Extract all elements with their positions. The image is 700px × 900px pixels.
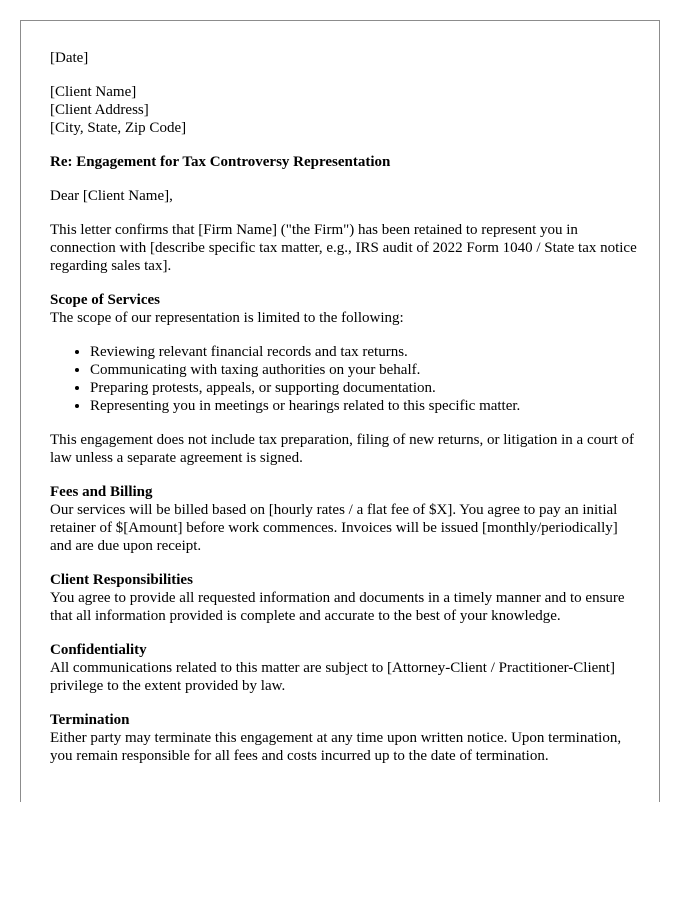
recipient-name: [Client Name] [50,84,137,100]
fees-body: Our services will be billed based on [hourly rates / a flat fee of $X]. You agree to pay an initial retainer of $[Amount] before work commences. Invoices will be issued [monthly/periodically] and are due upon receipt. [50,502,618,554]
list-item: • Preparing protests, appeals, or supporting documentation. [90,379,640,397]
scope-section [50,291,640,467]
services-list [50,343,640,415]
list-item: • Reviewing relevant financial records and tax returns. [90,343,640,361]
confidentiality-heading: Confidentiality [50,642,147,658]
termination-body: Either party may terminate this engagement at any time upon written notice. Upon termination, you remain responsible for all fees and costs incurred up to the date of termination. [50,730,622,764]
termination-section [50,711,640,765]
intro-paragraph: This letter confirms that [Firm Name] ("the Firm") has been retained to represent you in connection with [describe specific tax matter, e.g., IRS audit of 2022 Form 1040 / State tax notice regarding sales tax]. [50,222,637,274]
recipient-city-state-zip: [City, State, Zip Code] [50,120,187,136]
letter-content [50,49,640,781]
scope-lead: The scope of our representation is limited to the following: [50,310,404,326]
letter-page [20,20,660,802]
letter-date [50,49,640,67]
fees-section [50,483,640,555]
scope-heading: Scope of Services [50,292,160,308]
date-text: [Date] [50,50,89,66]
termination-heading: Termination [50,712,130,728]
confidentiality-body: All communications related to this matter are subject to [Attorney-Client / Practitioner-Client] privilege to the extent provided by law. [50,660,615,694]
salutation: Dear [Client Name], [50,188,173,204]
list-item: • Communicating with taxing authorities on your behalf. [90,361,640,379]
responsibilities-section [50,571,640,625]
responsibilities-body: You agree to provide all requested information and documents in a timely manner and to ensure that all information provided is complete and accurate to the best of your knowledge. [50,590,625,624]
recipient-address-block [50,83,640,137]
fees-heading: Fees and Billing [50,484,153,500]
recipient-address: [Client Address] [50,102,149,118]
responsibilities-heading: Client Responsibilities [50,572,193,588]
scope-exclusion: This engagement does not include tax preparation, filing of new returns, or litigation in a court of law unless a separate agreement is signed. [50,432,635,466]
confidentiality-section [50,641,640,695]
list-item: • Representing you in meetings or hearings related to this specific matter. [90,397,640,415]
subject-line: Re: Engagement for Tax Controversy Representation [50,154,391,170]
